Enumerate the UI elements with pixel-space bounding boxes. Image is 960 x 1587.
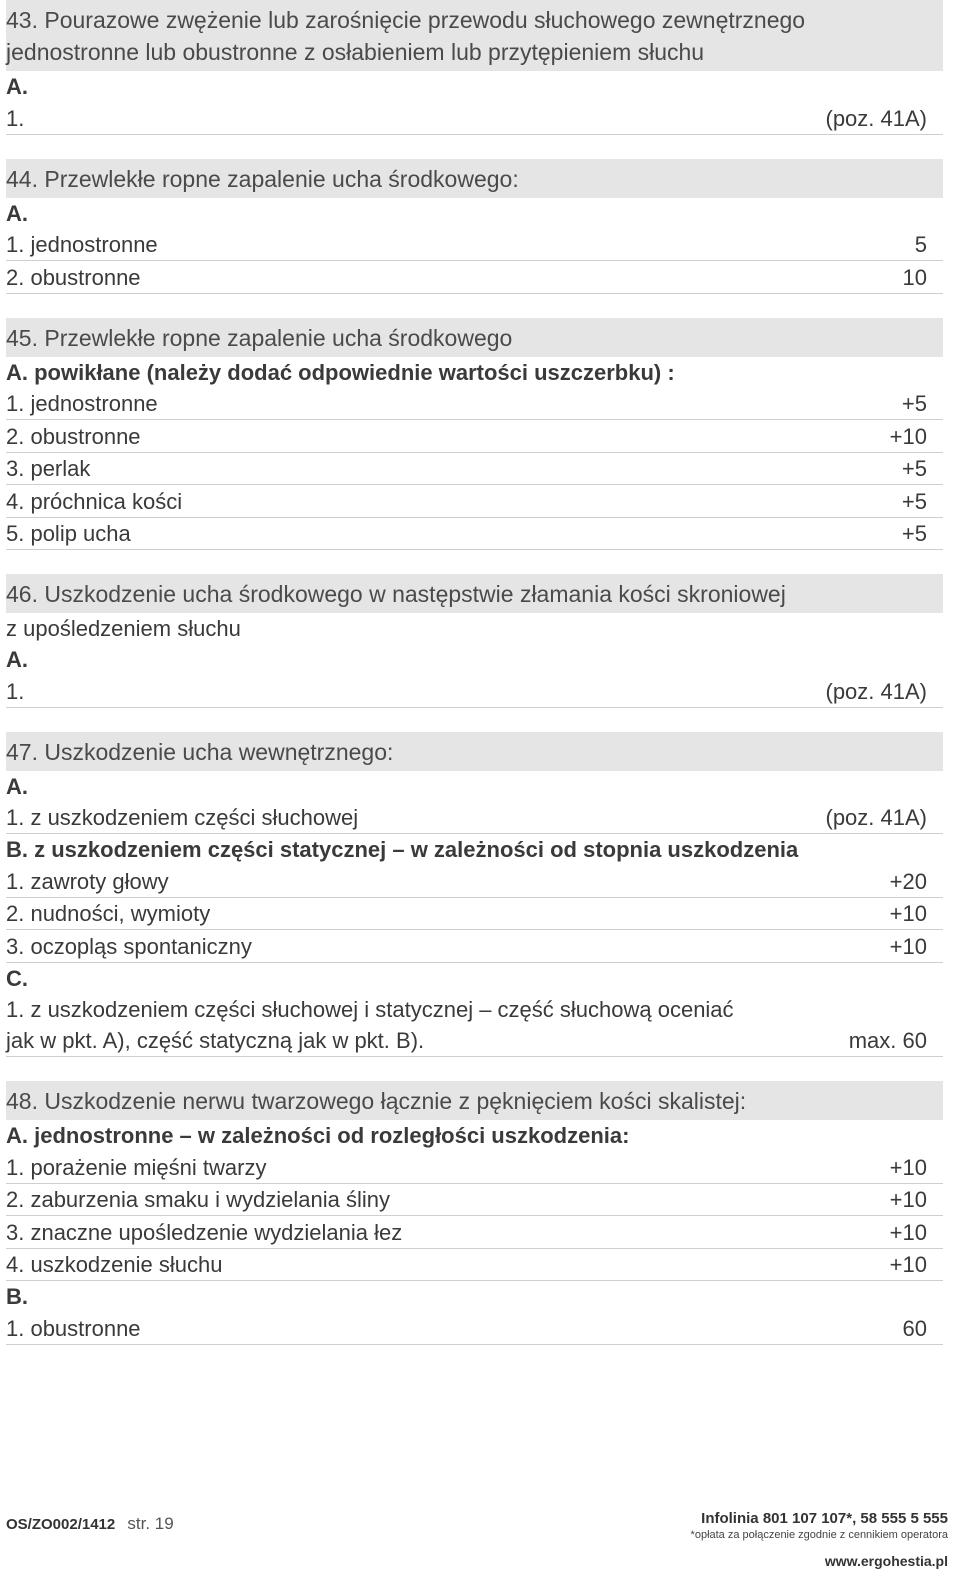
- footer-left: [6, 1514, 174, 1534]
- item-value: (poz. 41A): [825, 105, 927, 131]
- subsection-label: B. z uszkodzeniem części statycznej – w zależności od stopnia uszkodzenia: [6, 837, 799, 862]
- item-row: [6, 1249, 943, 1282]
- subsection-label: A.: [6, 74, 28, 99]
- subsection-label: B.: [6, 1284, 28, 1309]
- section-45-title: [6, 318, 943, 357]
- document-body: [6, 0, 943, 1369]
- section-46: [6, 574, 943, 708]
- subsection-label: A.: [6, 773, 28, 799]
- title-continuation: [6, 613, 943, 644]
- website-link[interactable]: www.ergohestia.pl: [824, 1553, 948, 1569]
- item-value: 5: [914, 232, 927, 257]
- page-number: str. 19: [127, 1514, 174, 1533]
- item-label: 1. porażenie mięśni twarzy: [6, 1154, 267, 1180]
- item-row: [6, 261, 943, 294]
- item-row: [6, 453, 943, 486]
- item-value: +20: [889, 868, 927, 894]
- item-label: 1. z uszkodzeniem części słuchowej: [6, 805, 359, 830]
- section-43: [6, 0, 943, 135]
- title-line: 44. Przewlekłe ropne zapalenie ucha środkowego:: [6, 165, 519, 192]
- footer-right: [691, 1510, 948, 1569]
- subsection-label: A. jednostronne – w zależności od rozległości uszkodzenia:: [6, 1123, 630, 1148]
- item-label: 2. obustronne: [6, 264, 141, 290]
- section-43-title: [6, 0, 943, 71]
- item-row: [6, 1184, 943, 1217]
- title-line-2: jednostronne lub obustronne z osłabieniem lub przytępieniem słuchu: [6, 39, 705, 65]
- item-value: +10: [889, 1187, 927, 1212]
- item-label: 2. obustronne: [6, 423, 141, 449]
- section-47: [6, 732, 943, 1058]
- item-label: 4. uszkodzenie słuchu: [6, 1252, 223, 1277]
- title-line-1: 46. Uszkodzenie ucha środkowego w następstwie złamania kości skroniowej: [6, 581, 786, 607]
- item-label: 2. zaburzenia smaku i wydzielania śliny: [6, 1187, 390, 1212]
- item-row: [6, 930, 943, 963]
- item-row: [6, 865, 943, 898]
- item-row: [6, 1216, 943, 1249]
- item-label: 1. jednostronne: [6, 232, 158, 257]
- item-row-line-2: [6, 1025, 943, 1058]
- title-line-1: 43. Pourazowe zwężenie lub zarośnięcie przewodu słuchowego zewnętrznego: [6, 7, 806, 33]
- hotline-text: Infolinia 801 107 107*, 58 555 5 555: [701, 1510, 948, 1527]
- item-label: 1. obustronne: [6, 1315, 141, 1341]
- item-row: [6, 420, 943, 453]
- subsection-b: [6, 1281, 943, 1312]
- item-value: +5: [901, 391, 927, 416]
- item-value: +5: [901, 488, 927, 514]
- item-label: 3. perlak: [6, 456, 91, 481]
- subsection-label: C.: [6, 965, 28, 991]
- section-48: [6, 1081, 943, 1345]
- item-row: [6, 518, 943, 551]
- section-47-title: [6, 732, 943, 771]
- subsection-c: [6, 963, 943, 994]
- item-label: 2. nudności, wymioty: [6, 901, 211, 926]
- item-value: +10: [889, 1219, 927, 1245]
- item-label: 1. zawroty głowy: [6, 868, 169, 894]
- item-value: max. 60: [848, 1028, 927, 1053]
- item-value: +10: [889, 901, 927, 926]
- title-line: 47. Uszkodzenie ucha wewnętrznego:: [6, 738, 394, 765]
- title-line: 48. Uszkodzenie nerwu twarzowego łącznie z pęknięciem kości skalistej:: [6, 1088, 747, 1114]
- item-value: +10: [889, 423, 927, 449]
- item-row-line-1: [6, 994, 943, 1025]
- subsection-label: A. powikłane (należy dodać odpowiednie wartości uszczerbku) :: [6, 359, 675, 385]
- section-46-title: [6, 574, 943, 613]
- item-value: 60: [902, 1315, 927, 1341]
- item-value: +10: [889, 933, 927, 959]
- section-45: [6, 318, 943, 551]
- title-line: 45. Przewlekłe ropne zapalenie ucha środkowego: [6, 324, 513, 351]
- item-value: 10: [902, 264, 927, 290]
- item-label: 1.: [6, 678, 25, 704]
- subsection-a: [6, 71, 943, 102]
- subsection-a: [6, 771, 943, 802]
- page-footer: [6, 1502, 948, 1572]
- item-row: [6, 485, 943, 518]
- item-label: 3. znaczne upośledzenie wydzielania łez: [6, 1219, 403, 1245]
- subsection-label: A.: [6, 200, 28, 226]
- item-label-line-1: 1. z uszkodzeniem części słuchowej i statycznej – część słuchową oceniać: [6, 996, 734, 1022]
- subsection-label: A.: [6, 647, 28, 672]
- item-row: [6, 898, 943, 931]
- item-row: [6, 388, 943, 421]
- item-value: (poz. 41A): [825, 678, 927, 704]
- item-value: +5: [901, 456, 927, 481]
- item-label: 5. polip ucha: [6, 521, 131, 546]
- item-row: [6, 675, 943, 708]
- item-label: 3. oczopląs spontaniczny: [6, 933, 252, 959]
- item-label: 1.: [6, 105, 25, 131]
- item-value: +10: [889, 1154, 927, 1180]
- subsection-a: [6, 357, 943, 388]
- item-label-line-2: jak w pkt. A), część statyczną jak w pkt. B).: [6, 1028, 425, 1053]
- title-line-2: z upośledzeniem słuchu: [6, 616, 241, 641]
- document-code: OS/ZO002/1412: [6, 1516, 116, 1533]
- section-44-title: [6, 159, 943, 198]
- subsection-b: [6, 834, 943, 865]
- item-value: +10: [889, 1252, 927, 1277]
- section-44: [6, 159, 943, 294]
- item-row: [6, 229, 943, 262]
- item-value: +5: [901, 521, 927, 546]
- item-row: [6, 102, 943, 135]
- item-value: (poz. 41A): [825, 805, 927, 830]
- item-row: [6, 1312, 943, 1345]
- subsection-a: [6, 198, 943, 229]
- section-48-title: [6, 1081, 943, 1120]
- item-row: [6, 802, 943, 835]
- item-label: 1. jednostronne: [6, 391, 158, 416]
- subsection-a: [6, 644, 943, 675]
- item-label: 4. próchnica kości: [6, 488, 183, 514]
- hotline-note: *opłata za połączenie zgodnie z cennikiem operatora: [690, 1529, 948, 1541]
- subsection-a: [6, 1120, 943, 1151]
- item-row: [6, 1151, 943, 1184]
